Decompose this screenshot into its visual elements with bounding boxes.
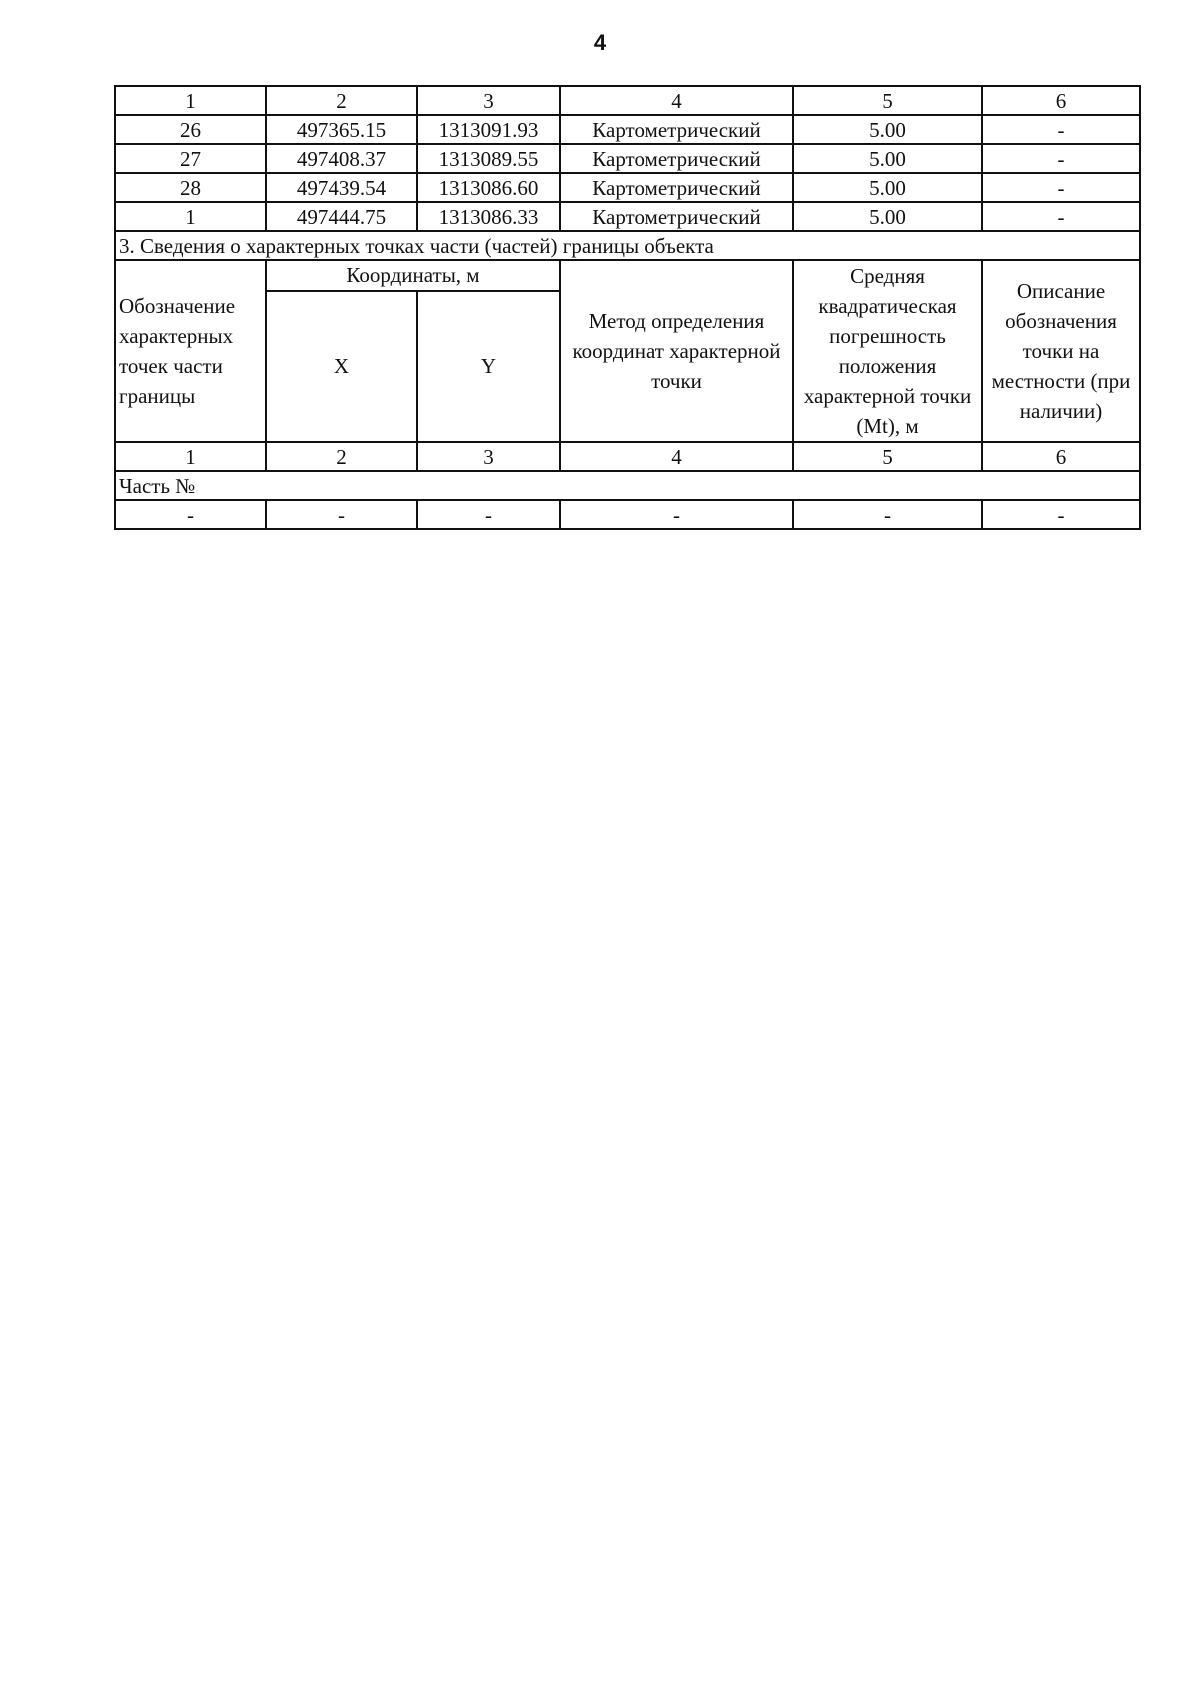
table-row xyxy=(115,500,1140,529)
empty-cell: - xyxy=(560,500,793,529)
empty-cell: - xyxy=(982,500,1140,529)
column-number-cell: 4 xyxy=(560,442,793,471)
column-number-cell: 4 xyxy=(560,86,793,115)
column-number-cell: 1 xyxy=(115,86,266,115)
coordinates-table xyxy=(114,85,1141,530)
x-cell: 497439.54 xyxy=(266,173,417,202)
y-cell: 1313086.60 xyxy=(417,173,560,202)
part-label: Часть № xyxy=(115,471,1140,500)
column-number-cell: 5 xyxy=(793,86,982,115)
accuracy-cell: 5.00 xyxy=(793,115,982,144)
column-number-cell: 3 xyxy=(417,86,560,115)
method-cell: Картометрический xyxy=(560,144,793,173)
y-header: Y xyxy=(417,291,560,442)
table-row xyxy=(115,115,1140,144)
method-cell: Картометрический xyxy=(560,115,793,144)
page-number: 4 xyxy=(593,30,607,55)
table-row xyxy=(115,202,1140,231)
column-number-cell: 1 xyxy=(115,442,266,471)
accuracy-cell: 5.00 xyxy=(793,144,982,173)
empty-cell: - xyxy=(266,500,417,529)
header-row xyxy=(115,260,1140,291)
column-number-cell: 3 xyxy=(417,442,560,471)
column-number-cell: 2 xyxy=(266,442,417,471)
accuracy-cell: 5.00 xyxy=(793,173,982,202)
y-cell: 1313091.93 xyxy=(417,115,560,144)
column-number-cell: 6 xyxy=(982,86,1140,115)
point-cell: 28 xyxy=(115,173,266,202)
method-cell: Картометрический xyxy=(560,173,793,202)
method-cell: Картометрический xyxy=(560,202,793,231)
part-row xyxy=(115,471,1140,500)
x-cell: 497365.15 xyxy=(266,115,417,144)
column-number-cell: 2 xyxy=(266,86,417,115)
y-cell: 1313086.33 xyxy=(417,202,560,231)
x-header: X xyxy=(266,291,417,442)
column-number-cell: 6 xyxy=(982,442,1140,471)
column-number-row xyxy=(115,442,1140,471)
description-cell: - xyxy=(982,173,1140,202)
x-cell: 497444.75 xyxy=(266,202,417,231)
accuracy-header: Средняя квадратическая погрешность положения характерной точки (Mt), м xyxy=(793,260,982,442)
column-number-row xyxy=(115,86,1140,115)
y-cell: 1313089.55 xyxy=(417,144,560,173)
description-cell: - xyxy=(982,144,1140,173)
empty-cell: - xyxy=(793,500,982,529)
section-title-row xyxy=(115,231,1140,260)
coordinates-header: Координаты, м xyxy=(266,260,560,291)
designation-header: Обозначение характерных точек части границы xyxy=(115,260,266,442)
point-cell: 27 xyxy=(115,144,266,173)
table-row xyxy=(115,173,1140,202)
table-row xyxy=(115,144,1140,173)
description-cell: - xyxy=(982,202,1140,231)
x-cell: 497408.37 xyxy=(266,144,417,173)
empty-cell: - xyxy=(417,500,560,529)
description-header: Описание обозначения точки на местности (при наличии) xyxy=(982,260,1140,442)
accuracy-cell: 5.00 xyxy=(793,202,982,231)
method-header: Метод определения координат характерной точки xyxy=(560,260,793,442)
point-cell: 26 xyxy=(115,115,266,144)
empty-cell: - xyxy=(115,500,266,529)
section-title: 3. Сведения о характерных точках части (частей) границы объекта xyxy=(115,231,1140,260)
description-cell: - xyxy=(982,115,1140,144)
point-cell: 1 xyxy=(115,202,266,231)
column-number-cell: 5 xyxy=(793,442,982,471)
